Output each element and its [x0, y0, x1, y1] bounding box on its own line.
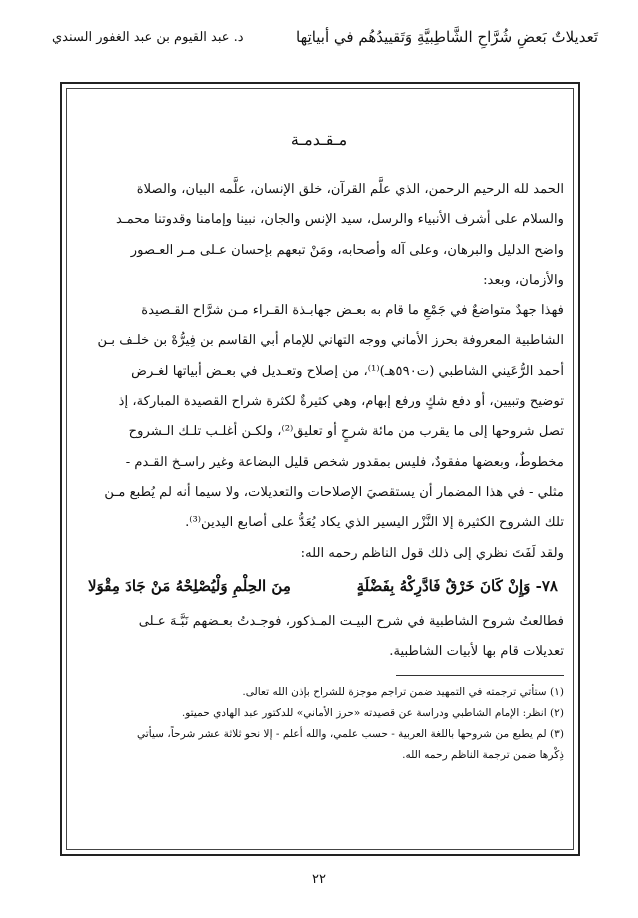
text-line: والسلام على أشرف الأنبياء والرسل، سيد الإنس والجان، نبينا وإمامنا وقدوتنا محمـد — [115, 212, 564, 228]
verse-intro: ولقد لَفَتَ نظري إلى ذلك قول الناظم رحمه الله: — [300, 545, 564, 561]
running-title: تَعديلاتٌ بَعضِ شُرَّاحِ الشَّاطِبيَّةِ وَتَقييدُهُم في أبياتِها — [296, 28, 598, 46]
body-paragraph — [74, 296, 564, 538]
author-name: د. عبد القيوم بن عبد الغفور السندي — [52, 30, 244, 45]
text-line: تلك الشروح الكثيرة إلا النَّزْر اليسير الذي يكاد يُعَدُّ على أصابع اليدين⁽³⁾. — [185, 515, 564, 531]
verse-second-hemistich: مِنَ الحِلْمِ وَلْيُصْلِحْهُ مَنْ جَادَ مِقْوَلا — [88, 576, 291, 595]
verse-first-hemistich: ٧٨- وَإِنْ كَانَ خَرْقٌ فَادَّرِكْهُ بِفَضْلَةٍ — [356, 576, 558, 595]
footnote: (١) ستأتي ترجمته في التمهيد ضمن تراجم موجزة للشراح بإذن الله تعالى. — [242, 686, 564, 699]
footnote: (٣) لم يطبع من شروحها باللغة العربية - حسب علمي، والله أعلم - إلا نحو ثلاثة عشر شرحاً، سيأتي — [136, 728, 564, 741]
footnote-continuation: ذِكْرها ضمن ترجمة الناظم رحمه الله. — [402, 749, 564, 762]
text-line: مثلي - في هذا المضمار أن يستقصيَ الإصلاحات والتعديلات، ولا سيما أنه لم يُطبع مـن — [104, 484, 564, 500]
text-line: مخطوطٌ، وبعضها مفقودٌ، فليس بمقدور شخص قليل البضاعة وغير راسـخ القـدم - — [125, 454, 564, 470]
poetry-verse — [74, 577, 564, 607]
text-line: فهذا جهدٌ متواضعٌ في جَمْعِ ما قام به بعـض جهابـذة القـراء مـن شرَّاح القـصيدة — [141, 303, 564, 319]
text-line: أحمد الرُّعَيني الشاطبي (ت٥٩٠هـ)⁽¹⁾، من إصلاح وتعـديل في بعـض أبياتها لغـرض — [131, 363, 564, 379]
text-line: الحمد لله الرحيم الرحمن، الذي علَّم القرآن، خلق الإنسان، علَّمه البيان، والصلاة — [136, 182, 564, 197]
verse-intro-paragraph — [74, 539, 564, 569]
text-line: والأزمان، وبعد: — [483, 272, 564, 288]
footnote-separator — [396, 675, 564, 676]
text-line: توضيح وتبيين، أو دفع شكٍ ورفع إبهام، وهي كثيرةٌ لكثرة شراح القصيدة المباركة، إذ — [118, 394, 564, 410]
footnote: (٢) انظر: الإمام الشاطبي ودراسة عن قصيدته «حرز الأماني» للدكتور عبد الهادي حميتو. — [181, 707, 564, 720]
text-line: فطالعتُ شروح الشاطبية في شرح البيـت المـذكور، فوجـدتُ بعـضهم نَبَّـهَ عـلى — [138, 613, 564, 629]
page-header — [0, 28, 638, 62]
text-line: الشاطبية المعروفة بحرز الأماني ووجه التهاني للإمام أبي القاسم بن فِيرُّهْ بن خلـف بـن — [97, 333, 564, 349]
footnotes — [74, 682, 564, 766]
intro-paragraph — [74, 175, 564, 296]
closing-paragraph — [74, 607, 564, 668]
text-line: تعديلات قام بها لأبيات الشاطبية. — [389, 644, 564, 660]
page-content — [74, 130, 564, 766]
text-line: تصل شروحها إلى ما يقرب من مائة شرحٍ أو تعليق⁽²⁾، ولكـن أغلـب تلـك الـشروح — [128, 424, 564, 440]
text-line: واضح الدليل والبرهان، وعلى آله وأصحابه، ومَنْ تبعهم بإحسان عـلى مـر العـصور — [130, 242, 564, 258]
page-number: ٢٢ — [312, 872, 326, 887]
section-title: مـقـدمـة — [290, 130, 348, 149]
